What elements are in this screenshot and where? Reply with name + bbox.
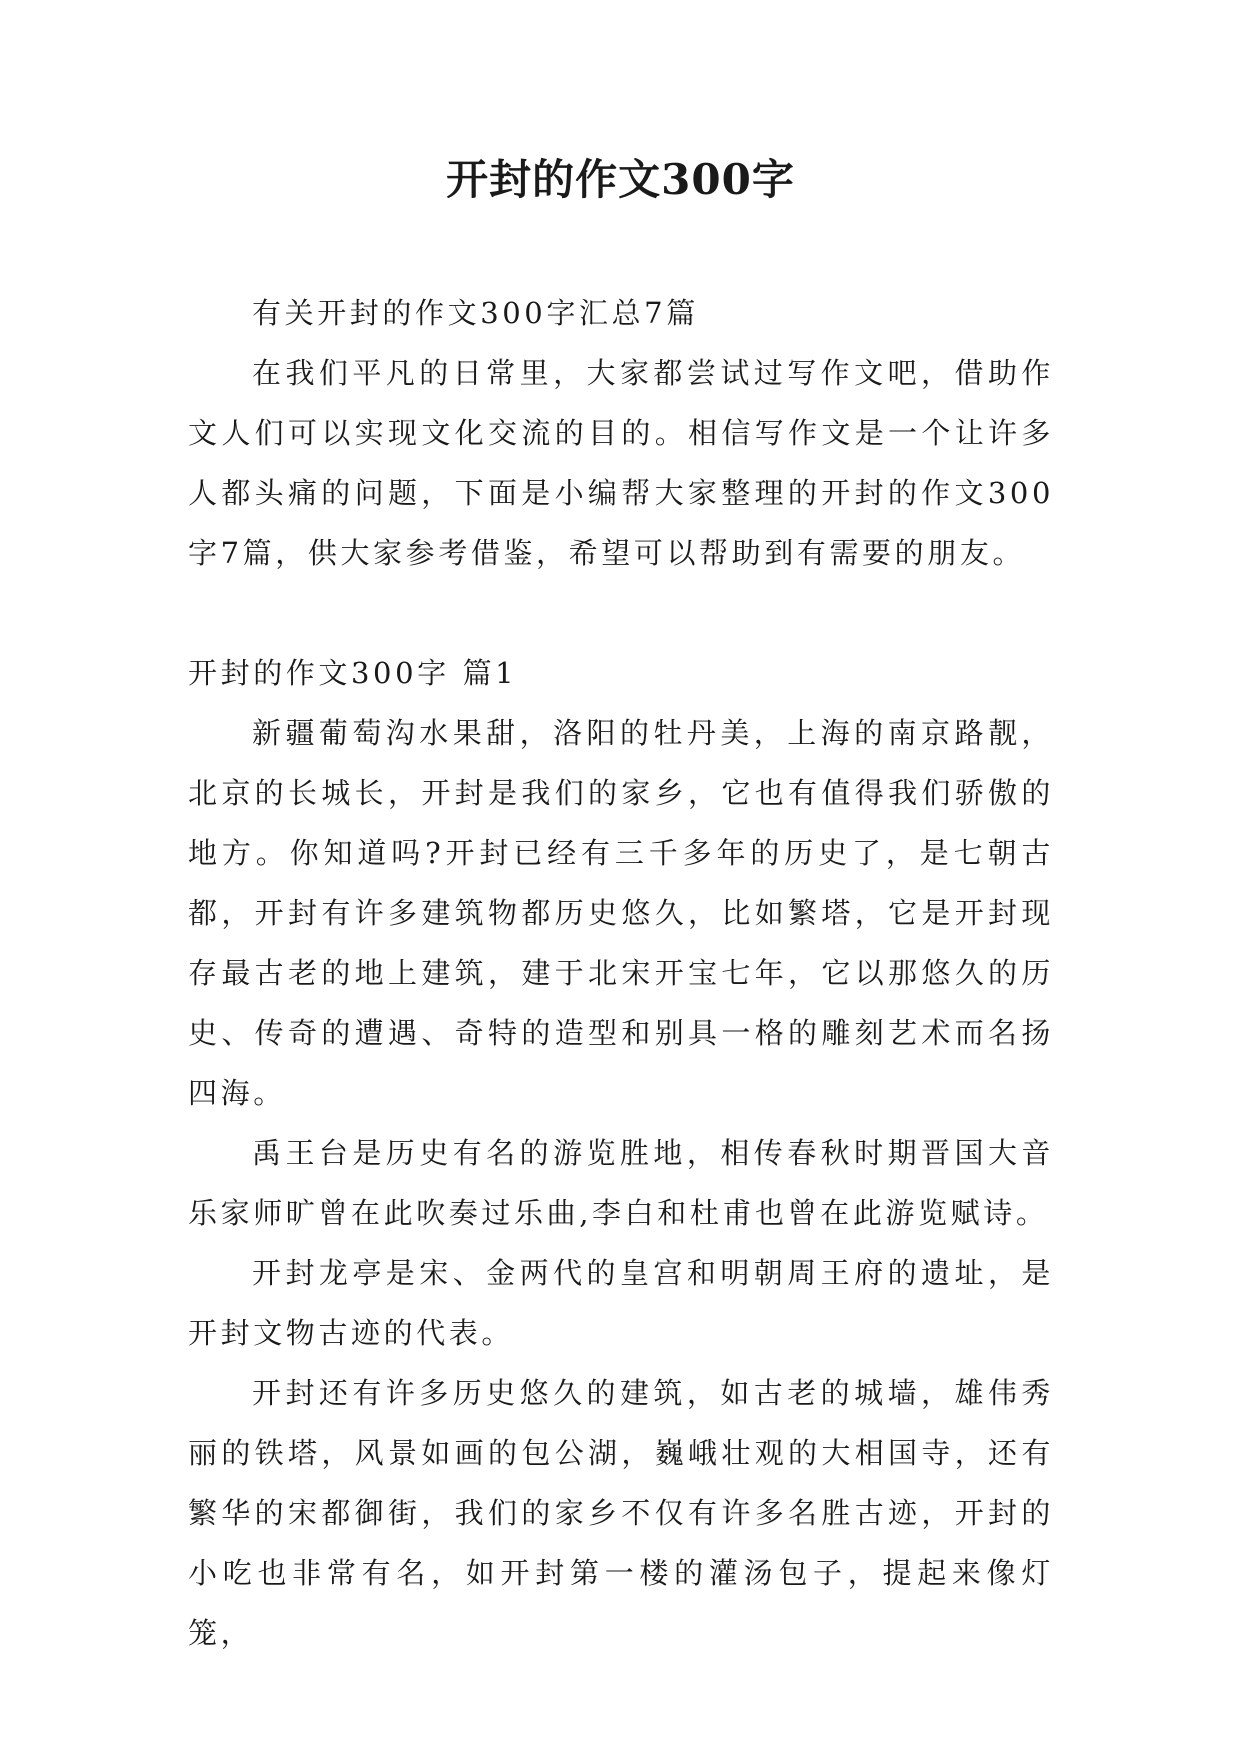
body-paragraph: 开封还有许多历史悠久的建筑，如古老的城墙，雄伟秀丽的铁塔，风景如画的包公湖，巍峨壮观的大相国寺，还有繁华的宋都御街，我们的家乡不仅有许多名胜古迹，开封的小吃也非常有名，如开封第一楼的灌汤包子，提起来像灯笼， xyxy=(188,1376,1054,1650)
body-paragraph: 新疆葡萄沟水果甜，洛阳的牡丹美，上海的南京路靓，北京的长城长，开封是我们的家乡，它也有值得我们骄傲的地方。你知道吗?开封已经有三千多年的历史了，是七朝古都，开封有许多建筑物都历史悠久，比如繁塔，它是开封现存最古老的地上建筑，建于北宋开宝七年，它以那悠久的历史、传奇的遭遇、奇特的造型和别具一格的雕刻艺术而名扬四海。 xyxy=(188,716,1054,1110)
document-body xyxy=(188,283,1054,1663)
intro-heading: 有关开封的作文300字汇总7篇 xyxy=(252,296,699,330)
intro-paragraph: 在我们平凡的日常里，大家都尝试过写作文吧，借助作文人们可以实现文化交流的目的。相信写作文是一个让许多人都头痛的问题，下面是小编帮大家整理的开封的作文300字7篇，供大家参考借鉴，希望可以帮助到有需要的朋友。 xyxy=(188,356,1054,570)
body-paragraph: 禹王台是历史有名的游览胜地，相传春秋时期晋国大音乐家师旷曾在此吹奏过乐曲,李白和杜甫也曾在此游览赋诗。 xyxy=(188,1136,1054,1230)
document-title: 开封的作文300字 xyxy=(446,155,795,204)
section-heading: 开封的作文300字 篇1 xyxy=(188,656,518,690)
body-paragraph: 开封龙亭是宋、金两代的皇宫和明朝周王府的遗址，是开封文物古迹的代表。 xyxy=(188,1256,1054,1350)
